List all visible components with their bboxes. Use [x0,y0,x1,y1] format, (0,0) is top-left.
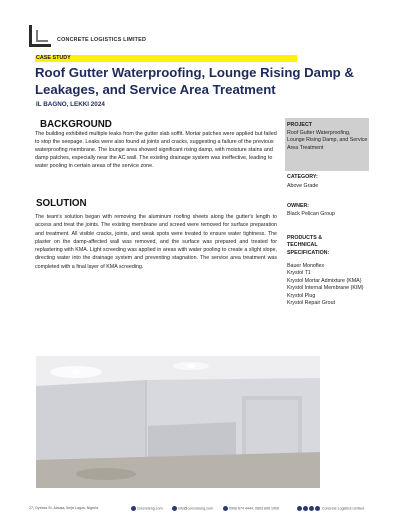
solution-heading: SOLUTION [36,198,87,209]
category-value: Above Grade [287,183,319,189]
linkedin-icon[interactable] [315,506,320,511]
product-item: Krystol Plug [287,292,316,299]
owner-label: OWNER: [287,203,310,209]
footer-email[interactable]: info@concreteng.com [178,506,214,511]
instagram-icon[interactable] [297,506,302,511]
site-photo-illustration [36,356,320,488]
case-study-label: CASE STUDY [36,55,71,61]
logo-icon [29,25,55,47]
footer [29,505,379,513]
category-label: CATEGORY: [287,174,318,180]
case-study-highlight-bar [35,55,297,62]
product-item: Krystol T1 [287,270,311,277]
products-label: PRODUCTS & TECHNICAL SPECIFICATION: [287,235,330,256]
email-icon [172,506,177,511]
product-item: Krystol Mortar Admixture (KMA) [287,277,362,284]
globe-icon [131,506,136,511]
footer-website[interactable]: concreteng.com [137,506,163,511]
footer-social-group [297,506,364,511]
facebook-icon[interactable] [303,506,308,511]
company-logo [29,25,161,47]
footer-phone[interactable]: 0906 674 4444, 0803 896 1006 [229,506,279,511]
project-value: Roof Gutter Waterproofing, Lounge Rising Damp, and Service Area Treatment [287,130,368,151]
footer-address: 27, Oyelola St, Alausa, Ikeja Lagos, Nigeria [29,506,99,510]
product-item: Krystol Repair Grout [287,300,335,307]
phone-icon [223,506,228,511]
site-photo [36,356,320,488]
project-label: PROJECT [287,122,313,128]
background-text: The building exhibited multiple leaks from the gutter slab soffit. Mortar patches were applied but failed to stop the seepage. Leaks were also found at joints and cracks, suggesting a failure of the previous waterproofing membrane. The lounge area showed significant rising damp, with moisture stains and damp patches, especially near the AC wall. The existing drainage system was ineffective, leading to water pooling in certain areas of the service zone. [35,131,277,169]
solution-text: The team's solution began with removing the aluminum roofing sheets along the gutter's length to access and treat the joints. The existing membrane and screed were removed for surface preparation and treatment. All visible cracks, joints, and weak spots were treated to ensure water tightness. The plaster on the damp-affected wall was removed, and the surface was prepared and treated for replastering with KMA. Light screeding was applied in areas with water pooling to create a slight slope, directing water into the drainage system and preventing stagnation. The service area treatment was completed with a final layer of KMA screeding. [35,214,277,270]
product-list [287,263,369,307]
company-name: CONCRETE LOGISTICS LIMITED [57,37,147,43]
footer-website-group [131,506,163,511]
footer-email-group [172,506,213,511]
owner-value: Black Pelican Group [287,211,335,217]
location-year: IL BAGNO, LEKKI 2024 [36,101,105,108]
background-heading: BACKGROUND [40,119,112,130]
footer-company: Concrete Logistics Limited [322,506,365,511]
product-item: Krystol Internal Membrane (KIM) [287,285,364,292]
x-icon[interactable] [309,506,314,511]
project-details-sidebar [285,118,369,356]
footer-phone-group [223,506,279,511]
page-title: Roof Gutter Waterproofing, Lounge Rising Damp & Leakages, and Service Area Treatment [35,65,354,97]
product-item: Bauer Monoflex [287,263,325,269]
